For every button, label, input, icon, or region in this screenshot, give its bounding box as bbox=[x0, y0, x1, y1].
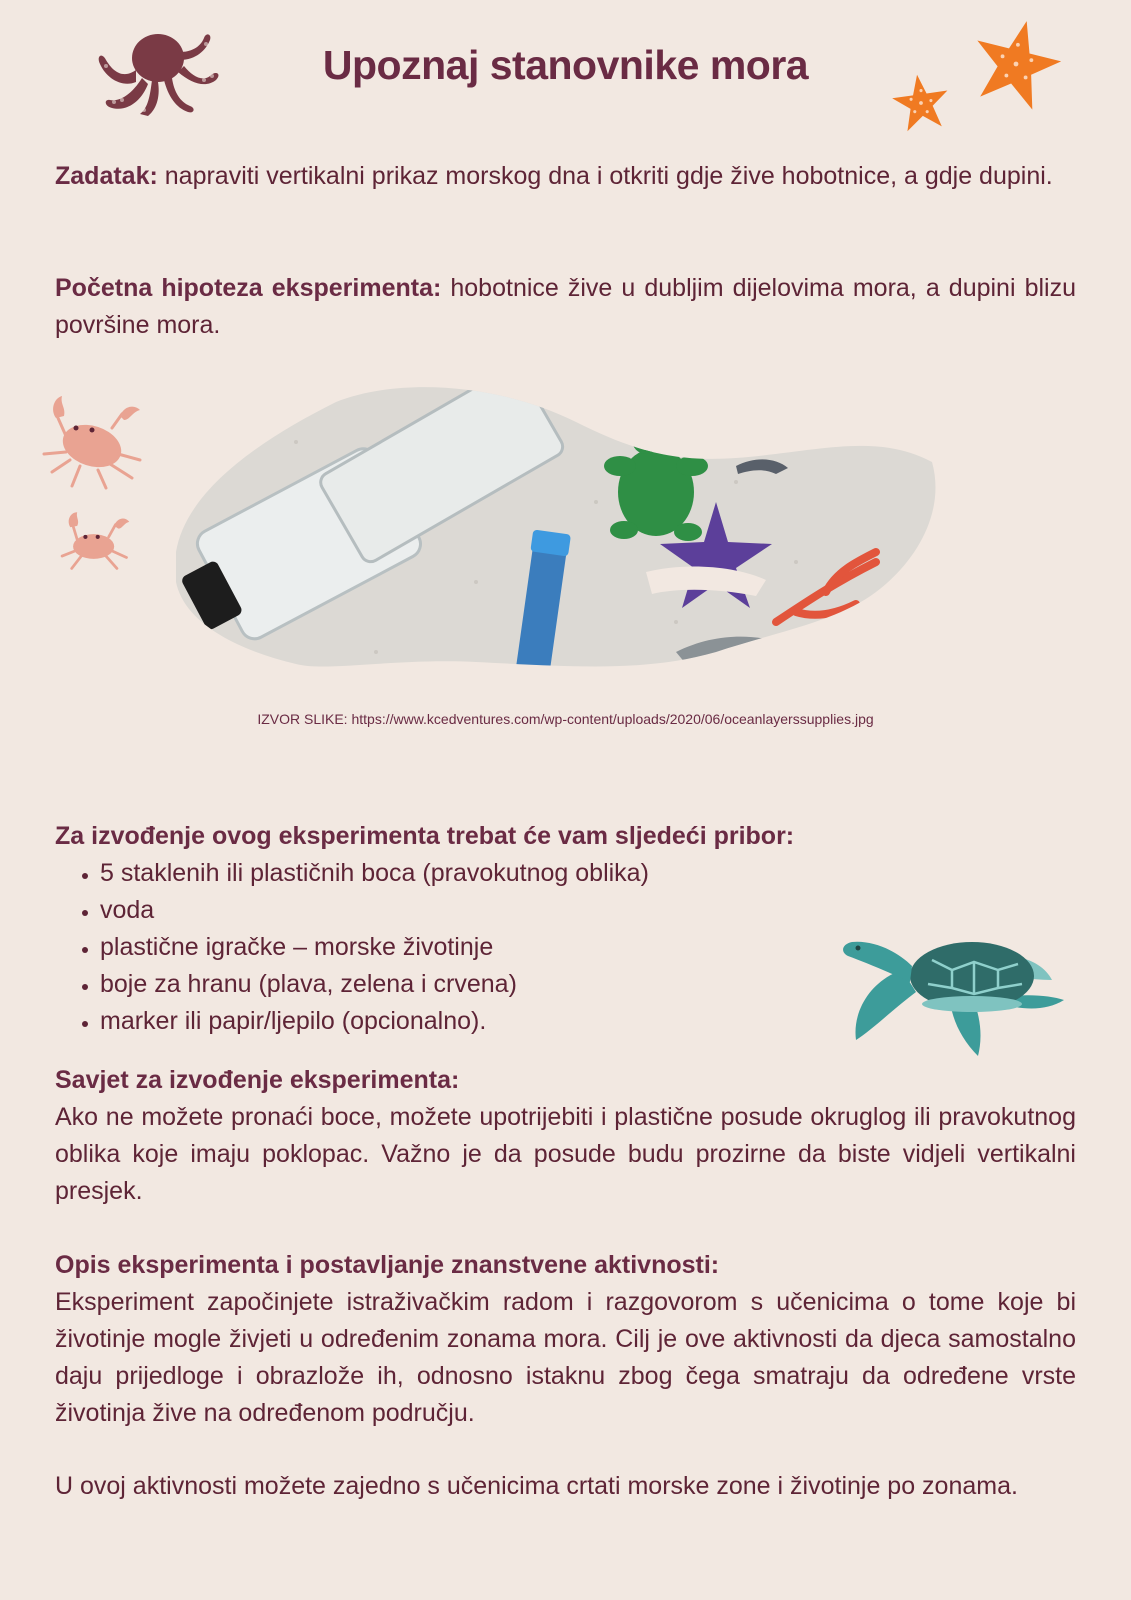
hypothesis-paragraph bbox=[55, 270, 1076, 344]
list-item: • marker ili papir/ljepilo (opcionalno). bbox=[100, 1003, 649, 1040]
task-paragraph bbox=[55, 158, 1076, 195]
supplies-photo bbox=[176, 382, 956, 682]
hypothesis-label: Početna hipoteza eksperimenta: bbox=[55, 274, 442, 302]
description-paragraph: Eksperiment započinjete istraživačkim radom i razgovorom s učenicima o tome koje bi životinje mogle živjeti u određenim zonama mora. Cilj je ove aktivnosti da djeca samostalno daju prijedloge i obrazlože ih, odnosno istaknu zbog čega smatraju da određene vrste životinja žive na određenom području. bbox=[55, 1288, 1076, 1427]
closing-paragraph: U ovoj aktivnosti možete zajedno s učenicima crtati morske zone i životinje po zonama. bbox=[55, 1472, 1018, 1500]
crab-icon bbox=[36, 392, 144, 492]
image-source-caption: IZVOR SLIKE: https://www.kcedventures.com/wp-content/uploads/2020/06/oceanlayerssupplies.jpg bbox=[257, 711, 874, 727]
task-label: Zadatak: bbox=[55, 162, 158, 190]
tip-heading: Savjet za izvođenje eksperimenta: bbox=[55, 1066, 460, 1094]
sea-turtle-icon bbox=[832, 900, 1072, 1060]
tip-paragraph: Ako ne možete pronaći boce, možete upotrijebiti i plastične posude okruglog ili pravokutnog oblika koje imaju poklopac. Važno je da posude budu prozirne da biste vidjeli vertikalni presjek. bbox=[55, 1103, 1076, 1205]
list-item: • voda bbox=[100, 892, 649, 929]
task-text: napraviti vertikalni prikaz morskog dna i otkriti gdje žive hobotnice, a gdje dupini. bbox=[157, 162, 1053, 190]
list-item: • plastične igračke – morske životinje bbox=[100, 929, 649, 966]
supplies-list bbox=[55, 855, 649, 1040]
supplies-heading: Za izvođenje ovog eksperimenta trebat će vam sljedeći pribor: bbox=[55, 822, 795, 850]
crab-icon bbox=[58, 506, 132, 576]
hypothesis-text: hobotnice žive u dubljim dijelovima mora, a dupini blizu površine mora. bbox=[55, 274, 1076, 339]
description-heading: Opis eksperimenta i postavljanje znanstvene aktivnosti: bbox=[55, 1251, 720, 1279]
list-item: • boje za hranu (plava, zelena i crvena) bbox=[100, 966, 649, 1003]
list-item: • 5 staklenih ili plastičnih boca (pravokutnog oblika) bbox=[100, 855, 649, 892]
page-title: Upoznaj stanovnike mora bbox=[322, 42, 809, 88]
